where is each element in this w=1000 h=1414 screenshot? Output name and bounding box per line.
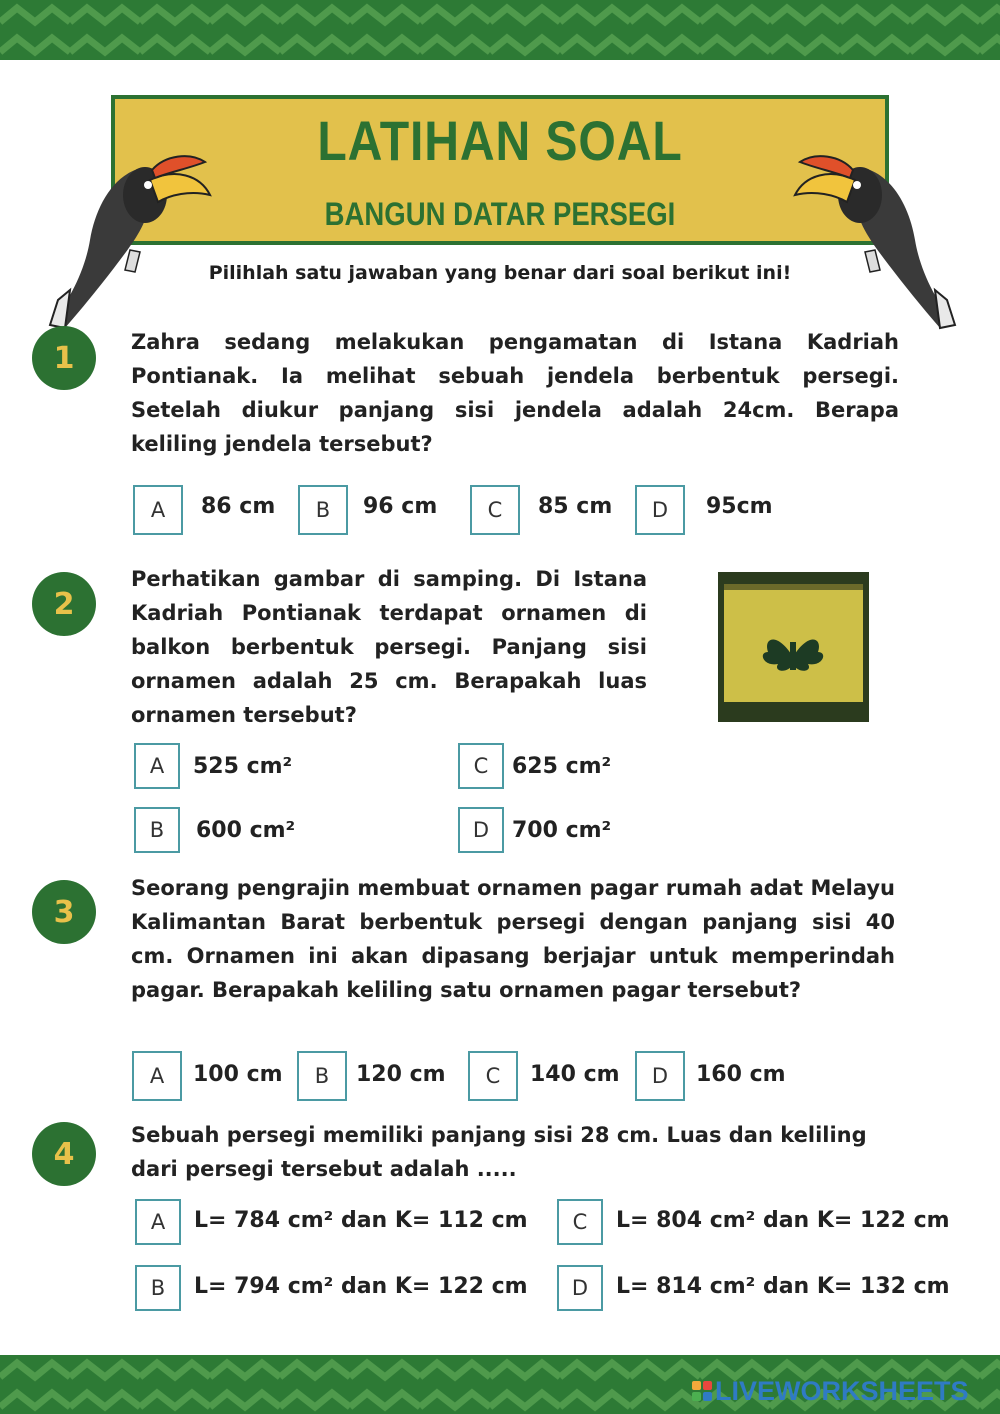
q4-option-c-box[interactable]: C bbox=[557, 1199, 603, 1245]
watermark-text: LIVEWORKSHEETS bbox=[715, 1375, 969, 1406]
q4-option-b-box[interactable]: B bbox=[135, 1265, 181, 1311]
q4-option-d-box[interactable]: D bbox=[557, 1265, 603, 1311]
hornbill-right-icon bbox=[785, 140, 965, 330]
q1-option-c-box[interactable]: C bbox=[470, 485, 520, 535]
question-1-number: 1 bbox=[32, 326, 96, 390]
q4-option-b-text: L= 794 cm² dan K= 122 cm bbox=[194, 1274, 528, 1299]
q2-option-b-text: 600 cm² bbox=[196, 818, 296, 843]
page-title: LATIHAN SOAL bbox=[317, 109, 683, 172]
hornbill-left-icon bbox=[40, 140, 220, 330]
q2-option-c-text: 625 cm² bbox=[512, 754, 612, 779]
q3-option-a-text: 100 cm bbox=[193, 1062, 283, 1087]
instruction-text: Pilihlah satu jawaban yang benar dari soal berikut ini! bbox=[208, 262, 792, 284]
q1-option-c-text: 85 cm bbox=[538, 494, 613, 519]
logo-tile-l bbox=[692, 1381, 701, 1390]
question-3-number: 3 bbox=[32, 880, 96, 944]
q3-option-a-box[interactable]: A bbox=[132, 1051, 182, 1101]
top-pattern-band bbox=[0, 0, 1000, 60]
question-1-text: Zahra sedang melakukan pengamatan di Istana Kadriah Pontianak. Ia melihat sebuah jendela berbentuk persegi. Setelah diukur panjang sisi jendela adalah 24cm. Berapa keliling jendela tersebut? bbox=[131, 330, 899, 456]
page-subtitle: BANGUN DATAR PERSEGI bbox=[324, 196, 676, 232]
q1-option-b-text: 96 cm bbox=[363, 494, 438, 519]
q3-option-d-box[interactable]: D bbox=[635, 1051, 685, 1101]
logo-tile-e bbox=[703, 1392, 712, 1401]
q1-option-d-text: 95cm bbox=[706, 494, 773, 519]
question-2-text: Perhatikan gambar di samping. Di Istana Kadriah Pontianak terdapat ornamen di balkon berbentuk persegi. Panjang sisi ornamen adalah 25 cm. Berapakah luas ornamen tersebut? bbox=[131, 567, 647, 727]
question-4-number: 4 bbox=[32, 1122, 96, 1186]
q4-option-c-text: L= 804 cm² dan K= 122 cm bbox=[616, 1208, 950, 1233]
q2-option-d-text: 700 cm² bbox=[512, 818, 612, 843]
q1-option-a-box[interactable]: A bbox=[133, 485, 183, 535]
q1-option-b-box[interactable]: B bbox=[298, 485, 348, 535]
q1-option-d-box[interactable]: D bbox=[635, 485, 685, 535]
q3-option-c-text: 140 cm bbox=[530, 1062, 620, 1087]
q2-option-a-text: 525 cm² bbox=[193, 754, 293, 779]
q2-option-c-box[interactable]: C bbox=[458, 743, 504, 789]
logo-tile-v bbox=[692, 1392, 701, 1401]
question-2-number: 2 bbox=[32, 572, 96, 636]
q2-option-a-box[interactable]: A bbox=[134, 743, 180, 789]
q4-option-d-text: L= 814 cm² dan K= 132 cm bbox=[616, 1274, 950, 1299]
q3-option-b-text: 120 cm bbox=[356, 1062, 446, 1087]
balcony-ornament-image bbox=[718, 572, 869, 722]
question-3-text: Seorang pengrajin membuat ornamen pagar rumah adat Melayu Kalimantan Barat berbentuk persegi dengan panjang sisi 40 cm. Ornamen ini akan dipasang berjajar untuk memperindah pagar. Berapakah keliling satu ornamen pagar tersebut? bbox=[131, 876, 895, 1002]
liveworksheets-logo-icon bbox=[692, 1381, 712, 1401]
liveworksheets-watermark bbox=[692, 1374, 969, 1408]
q4-option-a-box[interactable]: A bbox=[135, 1199, 181, 1245]
q2-option-d-box[interactable]: D bbox=[458, 807, 504, 853]
q1-option-a-text: 86 cm bbox=[201, 494, 276, 519]
q3-option-d-text: 160 cm bbox=[696, 1062, 786, 1087]
question-4-text: Sebuah persegi memiliki panjang sisi 28 cm. Luas dan keliling dari persegi tersebut adalah ..... bbox=[131, 1123, 867, 1181]
q2-option-b-box[interactable]: B bbox=[134, 807, 180, 853]
q3-option-c-box[interactable]: C bbox=[468, 1051, 518, 1101]
logo-tile-i bbox=[703, 1381, 712, 1390]
q4-option-a-text: L= 784 cm² dan K= 112 cm bbox=[194, 1208, 528, 1233]
q3-option-b-box[interactable]: B bbox=[297, 1051, 347, 1101]
